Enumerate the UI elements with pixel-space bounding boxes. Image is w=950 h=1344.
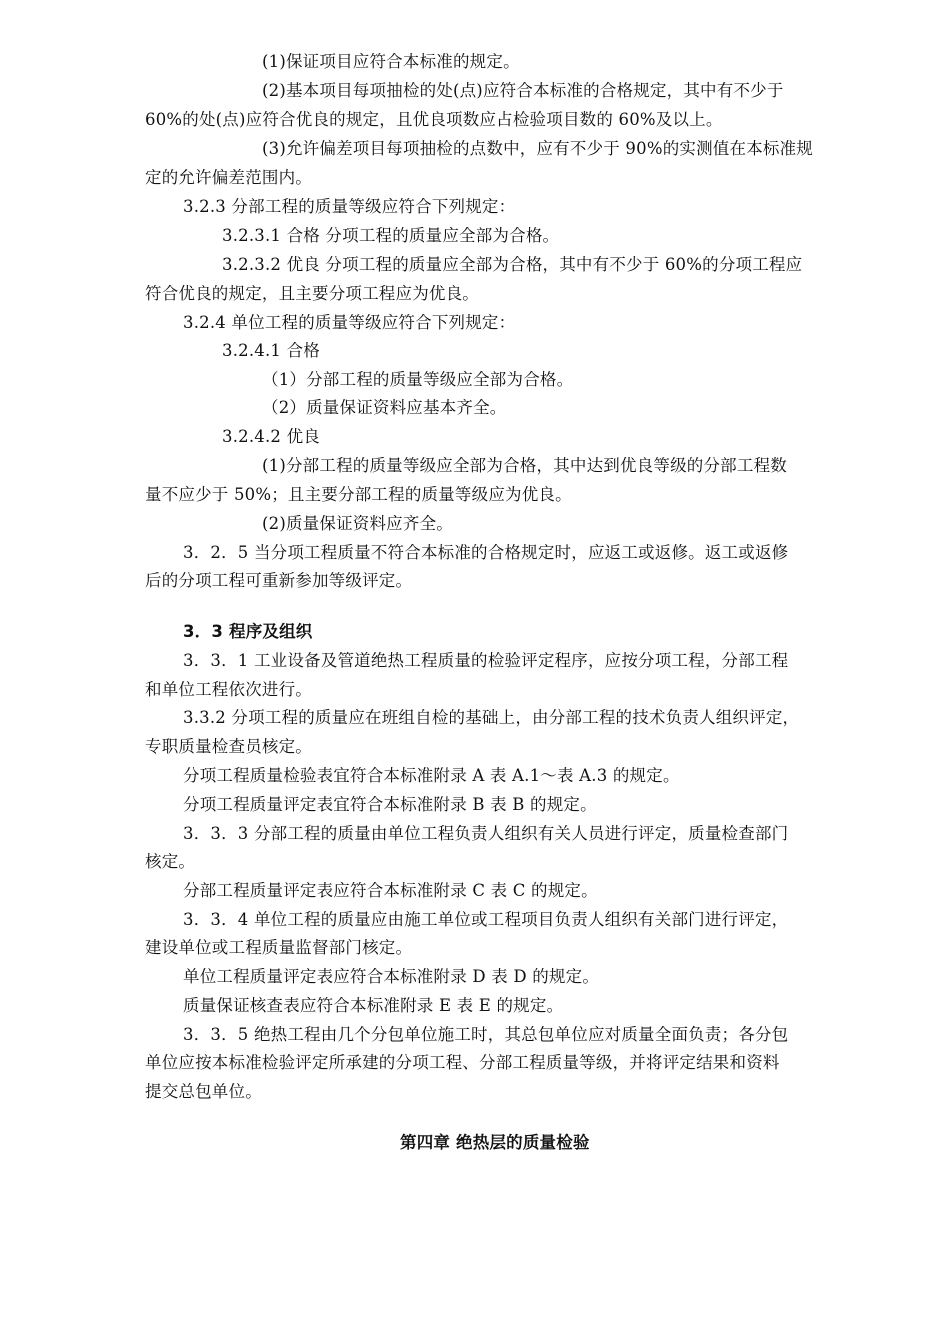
text-line: (2)基本项目每项抽检的处(点)应符合本标准的合格规定，其中有不少于 (262, 81, 784, 100)
text-line: 定的允许偏差范围内。 (145, 168, 312, 187)
text-line: 3.2.4.2 优良 (222, 427, 320, 446)
text-line: 3.2.3 分部工程的质量等级应符合下列规定： (183, 197, 516, 216)
text-line: 核定。 (145, 852, 196, 871)
text-line: (1)保证项目应符合本标准的规定。 (262, 52, 520, 71)
text-line: 3.2.4.1 合格 (222, 341, 320, 360)
text-line: (3)允许偏差项目每项抽检的点数中，应有不少于 90%的实测值在本标准规 (262, 139, 813, 158)
text-line: 60%的处(点)应符合优良的规定，且优良项数应占检验项目数的 60%及以上。 (145, 110, 723, 129)
text-line: 质量保证核查表应符合本标准附录 E 表 E 的规定。 (183, 996, 564, 1015)
text-line: （1）分部工程的质量等级应全部为合格。 (262, 370, 574, 389)
text-line: 分部工程质量评定表应符合本标准附录 C 表 C 的规定。 (183, 881, 598, 900)
text-line: 3.2.3.1 合格 分项工程的质量应全部为合格。 (222, 226, 560, 245)
text-line: 符合优良的规定，且主要分项工程应为优良。 (145, 284, 479, 303)
text-line: 3.2.4 单位工程的质量等级应符合下列规定： (183, 313, 516, 332)
text-line: 和单位工程依次进行。 (145, 680, 312, 699)
text-line: （2）质量保证资料应基本齐全。 (262, 398, 507, 417)
text-line: 单位应按本标准检验评定所承建的分项工程、分部工程质量等级，并将评定结果和资料 (145, 1053, 780, 1072)
text-line: 后的分项工程可重新参加等级评定。 (145, 571, 413, 590)
text-line: 分项工程质量检验表宜符合本标准附录 A 表 A.1～表 A.3 的规定。 (183, 766, 680, 785)
text-line: 3．3．3 分部工程的质量由单位工程负责人组织有关人员进行评定，质量检查部门 (183, 824, 789, 843)
section-heading: 3．3 程序及组织 (183, 622, 313, 641)
text-line: 3．3．5 绝热工程由几个分包单位施工时，其总包单位应对质量全面负责；各分包 (183, 1025, 789, 1044)
chapter-title: 第四章 绝热层的质量检验 (400, 1133, 590, 1152)
text-line: 建设单位或工程质量监督部门核定。 (145, 938, 413, 957)
text-line: (1)分部工程的质量等级应全部为合格，其中达到优良等级的分部工程数 (262, 456, 787, 475)
text-line: 3．2．5 当分项工程质量不符合本标准的合格规定时，应返工或返修。返工或返修 (183, 543, 789, 562)
text-line: 分项工程质量评定表宜符合本标准附录 B 表 B 的规定。 (183, 795, 597, 814)
text-line: 量不应少于 50%；且主要分部工程的质量等级应为优良。 (145, 485, 572, 504)
text-line: 单位工程质量评定表应符合本标准附录 D 表 D 的规定。 (183, 967, 600, 986)
text-line: 3.3.2 分项工程的质量应在班组自检的基础上，由分部工程的技术负责人组织评定， (183, 708, 800, 727)
text-line: (2)质量保证资料应齐全。 (262, 514, 453, 533)
text-line: 3．3．4 单位工程的质量应由施工单位或工程项目负责人组织有关部门进行评定， (183, 910, 789, 929)
text-line: 3．3．1 工业设备及管道绝热工程质量的检验评定程序，应按分项工程，分部工程 (183, 651, 789, 670)
text-line: 提交总包单位。 (145, 1082, 262, 1101)
text-line: 专职质量检查员核定。 (145, 737, 312, 756)
text-line: 3.2.3.2 优良 分项工程的质量应全部为合格，其中有不少于 60%的分项工程应 (222, 255, 803, 274)
